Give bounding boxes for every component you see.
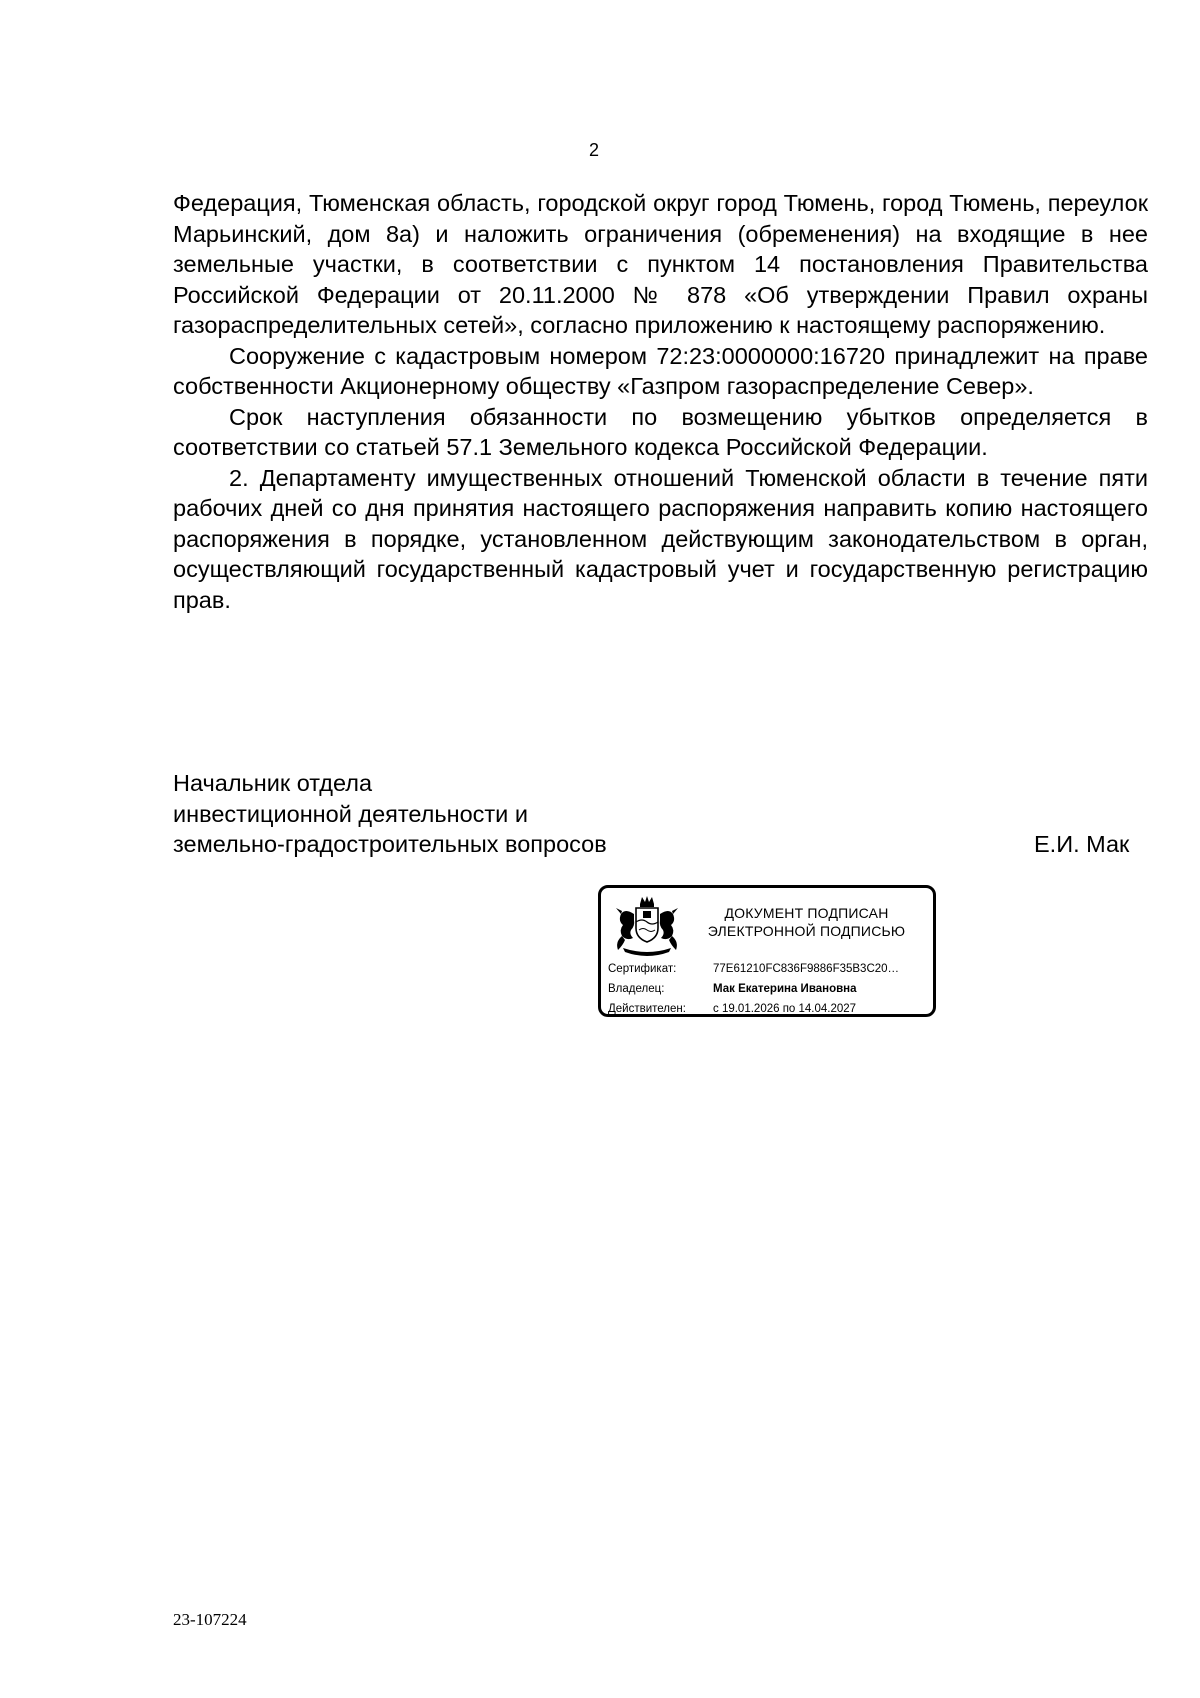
signer-position: [173, 768, 607, 860]
stamp-row-certificate: [608, 959, 928, 979]
paragraph-ownership: Сооружение с кадастровым номером 72:23:0000000:16720 принадлежит на праве собственности Акционерному обществу «Газпром газораспределение Север».: [173, 342, 1148, 399]
owner-value: Мак Екатерина Ивановна: [713, 983, 857, 995]
stamp-details: [608, 959, 928, 1019]
document-body: [173, 188, 1148, 615]
stamp-row-owner: [608, 979, 928, 999]
validity-value: с 19.01.2026 по 14.04.2027: [713, 1003, 857, 1015]
paragraph-continuation: Федерация, Тюменская область, городской округ город Тюмень, город Тюмень, переулок Марьинский, дом 8а) и наложить ограничения (обременения) на входящие в нее земельные участки, в соответствии с пунктом 14 постановления Правительства Российской Федерации от 20.11.2000 № 878 «Об утверждении Правил охраны газораспределительных сетей», согласно приложению к настоящему распоряжению.: [173, 190, 1148, 338]
validity-label: Действителен:: [608, 1003, 686, 1015]
signer-name: Е.И. Мак: [1034, 831, 1130, 857]
electronic-signature-stamp: [598, 885, 936, 1017]
document-code: 23-107224: [173, 1610, 247, 1629]
page-number: 2: [588, 140, 599, 160]
tyumen-coat-of-arms-icon: [609, 894, 685, 958]
signer-position-line: Начальник отдела: [173, 770, 373, 796]
stamp-heading: [694, 904, 919, 940]
stamp-heading-line: ДОКУМЕНТ ПОДПИСАН: [724, 905, 889, 921]
certificate-value: 77E61210FC836F9886F35B3C20…: [713, 963, 900, 975]
signer-position-line: инвестиционной деятельности и: [173, 800, 528, 827]
paragraph-item-2: 2. Департаменту имущественных отношений Тюменской области в течение пяти рабочих дней со дня принятия настоящего распоряжения направить копию настоящего распоряжения в порядке, установленном действующим законодательством в орган, осуществляющий государственный кадастровый учет и государственную регистрацию прав.: [173, 464, 1148, 613]
stamp-heading-line: ЭЛЕКТРОННОЙ ПОДПИСЬЮ: [707, 923, 906, 939]
stamp-row-validity: [608, 999, 928, 1019]
owner-label: Владелец:: [608, 983, 665, 995]
certificate-label: Сертификат:: [608, 963, 677, 975]
paragraph-compensation: Срок наступления обязанности по возмещению убытков определяется в соответствии со статьей 57.1 Земельного кодекса Российской Федерации.: [173, 403, 1148, 460]
signer-position-line: земельно-градостроительных вопросов: [173, 831, 607, 857]
